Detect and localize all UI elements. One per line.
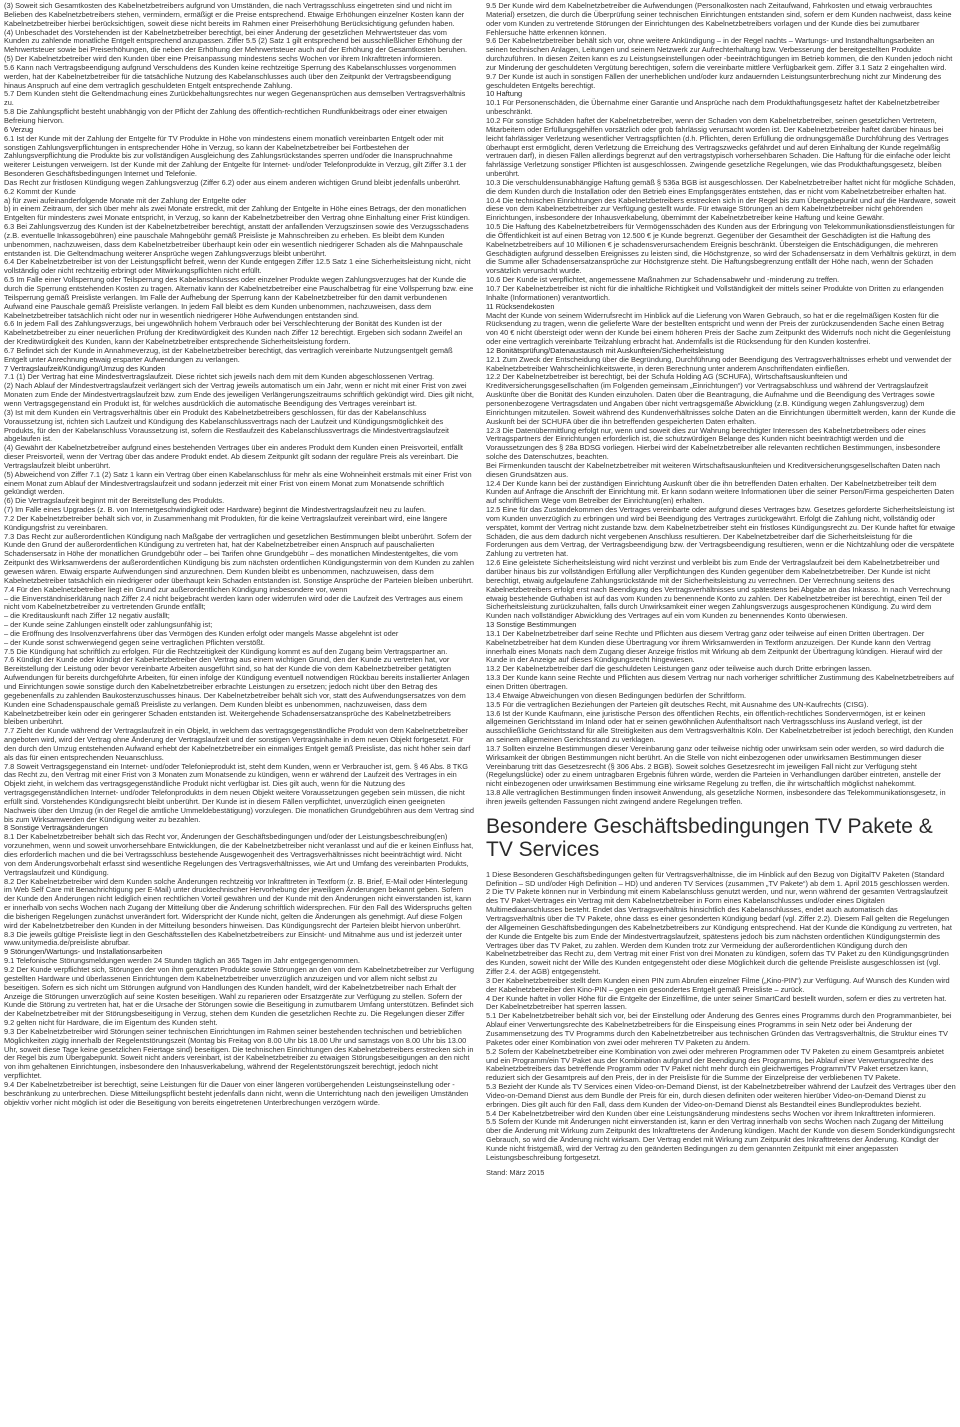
paragraph: 12.2 Der Kabelnetzbetreiber ist berechtigt, bei der Schufa Holding AG (SCHUFA), Wirtschaftsauskunfteien und Kreditversicherungsgesellschaften (im Folgenden gemeinsam „Einrichtungen“) vor Vertragsabschluss und während der Vertragslaufzeit Auskünfte über die Bonität des Kunden einzuholen. Daten über die Beantragung, die Aufnahme und die Beendigung des Vertrages sowie personenbezogene Vertragsdaten und Angaben über nicht vertragsgemäße Abwicklung (z.B. Kündigung wegen Zahlungsverzug) dem Einrichtungen mitzuteilen. Soweit während des Kundenverhältnisses solche Daten an die Einrichtungen übermittelt werden, kann der Kunde die Auskunft bei der SCHUFA über die ihn betreffenden gespeicherten Daten erhalten.: [486, 372, 956, 426]
paragraph: – der Kunde sonst schwerwiegend gegen seine vertraglichen Pflichten verstößt.: [4, 637, 265, 647]
paragraph: 5.4 Der Kabelnetzbetreiber wird den Kunden über eine Leistungsänderung mindestens sechs Wochen vor ihrem Inkrafttreten informieren.: [486, 1108, 936, 1118]
right-column-tv-terms: [486, 871, 956, 1163]
paragraph: 13.5 Für die vertraglichen Beziehungen der Parteien gilt deutsches Recht, mit Ausnahme des UN-Kaufrechts (CISG).: [486, 699, 869, 709]
section-heading: 9 Störungen/Wartungs- und Installationsarbeiten: [4, 947, 163, 957]
paragraph: 6.4 Der Kabelnetzbetreiber ist von der Leistungspflicht befreit, wenn der Kunde entgegen Ziffer 12.5 Satz 1 eine Sicherheitsleistung nicht, nicht vollständig oder nicht rechtzeitig erbringt oder Mitwirkungspflichten nicht erfüllt.: [4, 257, 471, 276]
paragraph: 6.7 Befindet sich der Kunde in Annahmeverzug, ist der Kabelnetzbetreiber berechtigt, das vertraglich vereinbarte Nutzungsentgelt gemäß Entgelt unter Anrechnung etwaig ersparter Aufwendungen zu verlangen.: [4, 345, 453, 364]
paragraph: 8.3 Die jeweils gültige Preisliste liegt in den Geschäftsstellen des Kabelnetzbetreibers zur Einsicht- und Mitnahme aus und ist jederzeit unter www.unitymedia.de/preisliste abrufbar.: [4, 929, 463, 948]
section-heading: 6 Verzug: [4, 124, 34, 134]
paragraph: 10.7 Der Kabelnetzbetreiber ist nicht für die inhaltliche Richtigkeit und Vollständigkeit der mittels seiner Produkte von Dritten zu erlangenden Inhalte (Informationen) verantwortlich.: [486, 284, 944, 302]
paragraph: 6.5 Im Falle einer Vollsperrung oder Teilsperrung des Kabelanschlusses oder einzelner Produkte wegen Zahlungsverzuges hat der Kunde die durch die Sperrung entstehenden Kosten zu tragen. Alternativ kann der Kabelnetzbetreiber eine Pauschalbetrag für eine Vollsperrung bzw. eine Teilsperrung gemäß Preisliste verlangen. Im Falle der Aufhebung der Sperrung kann der Kabelnetzbetreiber für den damit verbundenen Aufwand eine Pauschale gemäß Preisliste verlangen. In jedem Fall bleibt es dem Kunden unbenommen, nachzuweisen, dass dem Kabelnetzbetreiber tatsächlich nicht oder nur in wesentlich niedrigerer Höhe Aufwendungen entstanden sind.: [4, 275, 474, 320]
paragraph: 7.2 Der Kabelnetzbetreiber behält sich vor, in Zusammenhang mit Produkten, für die keine Vertragslaufzeit vereinbart wird, eine längere Kündigungsfrist zu vereinbaren.: [4, 513, 448, 532]
paragraph: 10.6 Der Kunde ist verpflichtet, angemessene Maßnahmen zur Schadensabwehr und -minderung zu treffen.: [486, 275, 840, 285]
paragraph: 5.5 Sofern der Kunde mit Änderungen nicht einverstanden ist, kann er den Vertrag innerhalb von sechs Wochen nach Zugang der Mitteilung über die Änderung mit Wirkung zum Zeitpunkt des Inkrafttretens der Änderung kündigen. Macht der Kunde von diesem Sonderkündigungsrecht Gebrauch, so wird die Änderung nicht wirksam. Der Vertrag endet mit Wirkung zum Zeitpunkt des Inkrafttretens der Änderung. Kündigt der Kunde nicht fristgemäß, wird der Vertrag zu den geänderten Bedingungen zu dem genannten Zeitpunkt mit einer angepassten Leistungsbeschreibung fortgesetzt.: [486, 1117, 955, 1162]
right-column: [486, 2, 956, 1423]
paragraph: 9.6 Der Kabelnetzbetreiber behält sich vor, ohne weitere Ankündigung – in der Regel nachts – Wartungs- und Instandhaltungsarbeiten an seinen technischen Anlagen, Leitungen und seinem Netzwerk zur Aufrechterhaltung bzw. Verbesserung der bereitgestellten Produkte durchzuführen. In diesen Zeiten kann es zu Leistungseinstellungen oder -beeinträchtigungen im Betrieb kommen, die den Kunden jedoch nicht zur Minderung der geschuldeten Vergütung berechtigen, sofern die vereinbarte mittlere Verfügbarkeit gem. Ziffer 3.1 Satz 2 eingehalten wird.: [486, 36, 953, 72]
section-heading: 11 Rücksendekosten: [486, 301, 555, 311]
paragraph: 10.1 Für Personenschäden, die Übernahme einer Garantie und Ansprüche nach dem Produkthaftungsgesetz haftet der Kabelnetzbetreiber unbeschränkt.: [486, 98, 940, 117]
section-heading: 12 Bonitätsprüfung/Datenaustausch mit Auskunfteien/Sicherheitsleistung: [486, 345, 724, 355]
paragraph: 7.3 Das Recht zur außerordentlichen Kündigung nach Maßgabe der vertraglichen und gesetzlichen Bestimmungen bleibt unberührt. Sofern der Kunde den Grund der außerordentlichen Kündigung zu vertreten hat, hat der Kabelnetzbetreiber einen Anspruch auf pauschalierten Schadensersatz in Höhe der monatlichen Grundgebühr oder – bei Tarifen ohne Grundgebühr – des monatlichen Mindestentgeltes, die vom Zeitpunkt des Wirksamwerdens der außerordentlichen Kündigung bis zum nächsten ordentlichen Kündigungstermin von dem Kunden zu zahlen gewesen wären. Etwaig ersparte Aufwendungen sind anzurechnen. Dem Kunden bleibt es unbenommen, nachzuweisen, dass dem Kabelnetzbetreiber tatsächlich ein niedrigerer oder überhaupt kein Schaden entstanden ist. Sonstige Ansprüche der Parteien bleiben unberührt.: [4, 531, 474, 585]
paragraph: – die Eröffnung des Insolvenzverfahrens über das Vermögen des Kunden erfolgt oder mangels Masse abgelehnt ist oder: [4, 628, 399, 638]
section-heading: 8 Sonstige Vertragsänderungen: [4, 823, 108, 833]
paragraph: (3) Soweit sich Gesamtkosten des Kabelnetzbetreibers aufgrund von Umständen, die nach Vertragsschluss eingetreten sind und nicht im Belieben des Kabelnetzbetreibers stehen, vermindern, ermäßigt er die Preise entsprechend. Etwaige Erhöhungen einzelner Kosten kann der Kabelnetzbetreiber hierbei berücksichtigen, soweit diese nicht bereits im Rahmen einer Preiserhöhung Berücksichtigung gefunden haben.: [4, 2, 465, 28]
paragraph: 5.1 Der Kabelnetzbetreiber behält sich vor, bei der Einstellung oder Änderung des Genres eines Programms durch den Programmanbieter, bei Ablauf einer Verwertungsrechte des Kabelnetzbetreibers für die Einspeisung eines Programms in sein Netz oder bei Änderung der Zusammensetzung des TV Programms durch den Kabelnetzbetreiber aus technischen Gründen das Vertragsverhältnis, die Struktur eines TV Paketes oder einer Kombination von zwei oder mehreren TV Paketen zu ändern.: [486, 1011, 952, 1047]
paragraph: 13.2 Der Kabelnetzbetreiber darf die geschuldeten Leistungen ganz oder teilweise auch durch Dritte erbringen lassen.: [486, 664, 872, 674]
paragraph: 4 Der Kunde haftet in voller Höhe für die Entgelte der Einzelfilme, die unter seiner SmartCard bestellt wurden, sofern er dies zu vertreten hat. Der Kabelnetzbetreiber hat sperren lassen.: [486, 993, 947, 1012]
right-column-terms: [486, 2, 956, 807]
paragraph: 7.4 Für den Kabelnetzbetreiber liegt ein Grund zur außerordentlichen Kündigung insbesondere vor, wenn: [4, 584, 348, 594]
section-heading: 13 Sonstige Bestimmungen: [486, 620, 577, 630]
paragraph: (4) Unbeschadet des Vorstehenden ist der Kabelnetzbetreiber berechtigt, bei einer Änderung der gesetzlichen Mehrwertsteuer das vom Kunden zu zahlende monatliche Entgelt entsprechend anzupassen. Ziffer 5.5 (2) Satz 1 gilt entsprechend bei ausschließlicher Erhöhung der Mehrwertsteuer sowie bei Preiserhöhungen, die neben der Erhöhung der Mehrwertsteuer auch auf der Erhöhung der Gesamtkosten beruhen.: [4, 27, 468, 55]
paragraph: 13.4 Etwaige Abweichungen von diesen Bedingungen bedürfen der Schriftform.: [486, 690, 747, 700]
paragraph: 5.3 Bezieht der Kunde als TV Services einen Video-on-Demand Dienst, ist der Kabelnetzbetreiber während der Laufzeit des Vertrages über den Video-on-Demand Dienst aus dem Bundle der Preis für ein, durch diesen definiten oder weiteren hierüber Video-on-Demand Dienst zu erbringen. Dies gilt auch für den Fall, dass dem Kunden der Video-on-Demand Dienst als Bestandteil eines Bundleproduktes bezieht.: [486, 1082, 956, 1109]
paragraph: – die Kreditauskunft nach Ziffer 12 negativ ausfällt;: [4, 611, 170, 621]
paragraph: 1 Diese Besonderen Geschäftsbedingungen gelten für Vertragsverhältnisse, die im Hinblick auf den Bezug von DigitalTV Paketen (Standard Definition – SD und/oder High Definition – HD) und anderen TV Services (zusammen „TV Pakete“) ab dem 1. April 2015 geschlossen werden.: [486, 869, 950, 888]
paragraph: 9.1 Telefonische Störungsmeldungen werden 24 Stunden täglich an 365 Tagen im Jahr entgegengenommen.: [4, 956, 360, 966]
paragraph: (6) Die Vertragslaufzeit beginnt mit der Bereitstellung des Produkts.: [4, 496, 225, 506]
paragraph: 9.2 Der Kunde verpflichtet sich, Störungen der von ihm genutzten Produkte sowie Störungen an den von dem Kabelnetzbetreiber zur Verfügung gestellten Hardware und überlassenen Einrichtungen dem Kabelnetzbetreiber unverzüglich anzuzeigen und vor allem nicht selbst zu beseitigen. Sofern es sich nicht um Störungen aufgrund von Handlungen des Kunden handelt, wird der Kabelnetzbetreiber nach Erhalt der Anzeige die Störungen unverzüglich auf seine Kosten beseitigen. Wahl zu reparieren oder Ersatzgeräte zur Verfügung zu stellen. Sofern der Kunde die Störung zu vertreten hat, hat er die Ursache der Störungen sowie die Beseitigung in zumutbarem Umfang unterstützen. Befindet sich der Kabelnetzbetreiber mit der Störungsbeseitigung in Verzug, stehen dem Kunden die gesetzlichen Rechte zu. Die Regelungen dieser Ziffer 9.2 gelten nicht für Hardware, die im Eigentum des Kunden steht.: [4, 964, 474, 1028]
paragraph: 2 Die TV Pakete können nur in Verbindung mit einem Kabelanschluss genutzt werden, und nur, wenn während der gesamten Vertragslaufzeit des TV Paket-Vertrages ein Vertrag mit dem Kabelnetzbetreiber in Form eines Kabelanschlusses und/oder eines Digitalen Multimediaanschlusses besteht. Endet das Vertragsverhältnis hinsichtlich des Kabelanschlusses, endet auch automatisch das Vertragsverhältnis über die TV Pakete, ohne dass es einer gesonderten Kündigung bedarf (vgl. Ziffer 2.2). Diesem Fall gelten die Regelungen der Allgemeinen Geschäftsbedingungen des Kabelnetzbetreibers zur Kündigung entsprechend. Hat der Kunde die Kündigung zu vertreten, hat der Kunde die Entgelte bis zum Ende der Mindestvertragslaufzeit, spätestens jedoch bis zum nächsten ordentlichen Kündigungstermin des Vertrages über das TV Paket, zu zahlen. Werden dem Kunden trotz zur Vermeidung der außerordentlichen Kündigung durch den Kabelnetzbetreiber das Recht zu, dem Vertrag mit einer Frist von drei Monaten zu kündigen, sofern das TV Paket zu den Kündigungsgründen des Kunden, soweit nicht der Wille des Kunden entgegensteht oder diese Möglichkeit durch die geltende Preisliste ausgeschlossen ist (vgl. Ziffer 2.4. der AGB) entgegensteht.: [486, 887, 952, 977]
paragraph: 9.5 Der Kunde wird dem Kabelnetzbetreiber die Aufwendungen (Personalkosten nach Zeitaufwand, Fahrkosten und etwaig verbrauchtes Material) ersetzen, die durch die Überprüfung seiner technischen Einrichtungen entstanden sind, sofern er dem Kunden nachweist, dass keine oder vom Kunden zu vertretende Störungen der Einrichtungen des Kabelnetzbetreibers vorlagen und der Kunde dies bei zumutbarer Fehlersuche hätte erkennen können.: [486, 2, 952, 37]
section-heading: 10 Haftung: [486, 89, 523, 99]
paragraph: 10.4 Die technischen Einrichtungen des Kabelnetzbetreibers erstrecken sich in der Regel bis zum Übergabepunkt und auf die Hardware, soweit diese von dem Kabelnetzbetreiber zur Verfügung gestellt wurde. Für etwaige Störungen an dem Kabelnetzbetreiber nicht gehörenden Einrichtungen, insbesondere der Inhausverkabelung, übernimmt der Kabelnetzbetreiber keine Haftung und keine Gewähr.: [486, 195, 956, 223]
paragraph: 10.3 Die verschuldensunabhängige Haftung gemäß § 536a BGB ist ausgeschlossen. Der Kabelnetzbetreiber haftet nicht für mögliche Schäden, die dem Kunden durch die Installation oder den Betrieb eines Empfangsgerätes entstehen, das er nicht vom Kabelnetzbetreiber erhalten hat.: [486, 177, 956, 196]
paragraph: 8.2 Der Kabelnetzbetreiber wird dem Kunden solche Änderungen rechtzeitig vor Inkrafttreten in Textform (z. B. Brief, E-Mail oder Hinterlegung im Web Self Care mit Benachrichtigung per E-Mail) unter drucktechnischer Hervorhebung der jeweiligen Änderungen bekannt geben. Sofern der Kunde den Änderungen nicht lediglich einen rechtlichen Vorteil gewähren und der Kunde mit den Änderungen nicht einverstanden ist, kann er innerhalb von sechs Wochen nach Zugang der Mitteilung über die Änderung schriftlich widersprechen. Für den Fall des Widerspruchs gelten die bisherigen Regelungen zunächst unverändert fort. Widerspricht der Kunde nicht, gelten die Änderungen als genehmigt. Auf diese Folgen wird der Kabelnetzbetreiber den Kunden in der Mitteilung besonders hinweisen. Das Kündigungsrecht der Parteien bleibt hiervon unberührt.: [4, 876, 472, 930]
document-date: Stand: März 2015: [486, 1167, 545, 1177]
paragraph: 9.7 Der Kunde ist auch in sonstigen Fällen der unerheblichen und/oder kurz andauernden Leistungsunterbrechung nicht zur Minderung des geschuldeten Entgelts berechtigt.: [486, 71, 942, 90]
left-column: [4, 2, 474, 1423]
paragraph: 6.2 Kommt der Kunde: [4, 186, 76, 196]
paragraph: 13.1 Der Kabelnetzbetreiber darf seine Rechte und Pflichten aus diesem Vertrag ganz oder teilweise auf einen Dritten übertragen. Der Kabelnetzbetreiber hat dem Kunden diese Übertragung vor ihrem Wirksamwerden in Textform anzuzeigen. Der Kunde kann den Vertrag innerhalb eines Monats nach dem Zugang dieser Anzeige fristlos mit Wirkung ab dem Zeitpunkt der Übertragung kündigen. Hierauf wird der Kunde in der Anzeige auf dieses Kündigungsrecht hingewiesen.: [486, 628, 943, 665]
paragraph: 10.2 Für sonstige Schäden haftet der Kabelnetzbetreiber, wenn der Schaden von dem Kabelnetzbetreiber, seinen gesetzlichen Vertretern, Mitarbeitern oder Erfüllungsgehilfen vorsätzlich oder grob fahrlässig verursacht worden ist. Der Kabelnetzbetreiber haftet darüber hinaus bei leicht fahrlässiger Verletzung wesentlicher Vertragspflichten (d.h. Pflichten, deren Erfüllung die ordnungsgemäße Durchführung des Vertrages überhaupt erst ermöglicht, deren Verletzung die Erreichung des Vertragszwecks gefährdet und auf deren Einhaltung der Kunde regelmäßig vertrauen darf), in diesen Fällen allerdings begrenzt auf den vertragstypisch vorhersehbaren Schaden. Die Haftung für die einfache oder leicht fahrlässige Verletzung sonstiger Pflichten ist ausgeschlossen. Zwingende gesetzliche Regelungen, wie das Produkthaftungsgesetz, bleiben unberührt.: [486, 115, 951, 179]
paragraph: 13.8 Alle vertraglichen Bestimmungen finden insoweit Anwendung, als gesetzliche Normen, insbesondere das Telekommunikationsgesetz, in ihren jeweils geltenden Fassungen nicht zwingend andere Regelungen treffen.: [486, 788, 946, 806]
paragraph: 12.3 Die Datenübermittlung erfolgt nur, wenn und soweit dies zur Wahrung berechtigter Interessen des Kabelnetzbetreibers oder eines Vertragspartners der Einrichtungen erforderlich ist, die schutzwürdigen Belange des Kunden nicht beeinträchtigt werden und die Voraussetzungen des § 28a BDSG vorliegen. Hierbei wird der Kabelnetzbetreiber alle relevanten rechtlichen Bestimmungen, insbesondere solche des Datenschutzes, beachten.: [486, 425, 941, 462]
section-heading: 7 Vertragslaufzeit/Kündigung/Umzug des Kunden: [4, 363, 166, 373]
paragraph: 7.8 Soweit Vertragsgegenstand ein Internet- und/oder Telefonieprodukt ist, steht dem Kunden, wenn er Verbraucher ist, gem. § 46 Abs. 8 TKG das Recht zu, den Vertrag mit einer Frist von 3 Monaten zum Monatsende zu kündigen, wenn er während der Laufzeit des Vertrages in ein Objekt zieht, in welchem das vertragsgegenständliche Produkt nicht verfügbar ist. Dies gilt auch, wenn für die Nutzung des vertragsgegenständlichen Internet- und/oder Telefonprodukts in dem neuen Objekt weitere Voraussetzungen gegeben sein müssen, die nicht erfüllt sind. Vorstehendes Kündigungsrecht bleibt unberührt. Der Kunde ist in diesem Fällen verpflichtet, unverzüglich einen geeigneten Nachweis über den Umzug (in der Regel die amtliche Ummeldebestätigung) vorzulegen. Die monatlichen Grundgebühren aus dem Vertrag sind bis zum Wirksamwerden der Kündigung weiter zu bezahlen.: [4, 761, 474, 824]
paragraph: 13.3 Der Kunde kann seine Rechte und Pflichten aus diesem Vertrag nur nach vorheriger schriftlicher Zustimmung des Kabelnetzbetreibers auf einen Dritten übertragen.: [486, 673, 954, 691]
paragraph: a) für zwei aufeinanderfolgende Monate mit der Zahlung der Entgelte oder: [4, 195, 247, 205]
paragraph: 6.6 In jedem Fall des Zahlungsverzugs, bei ungewöhnlich hohem Verbrauch oder bei Verschlechterung der Bonität des Kunden ist der Kabelnetzbetreiber zu einer neuerlichen Prüfung der Kreditwürdigkeit des Kunden nach Ziffer 12 berechtigt. Ergeben sich sodann Zweifel an der Kreditwürdigkeit des Kunden, kann der Kabelnetzbetreiber entsprechende Sicherheitsleistung fordern.: [4, 319, 463, 347]
paragraph: 6.1 Ist der Kunde mit der Zahlung der Entgelte für TV Produkte in Höhe von mindestens einem monatlich vereinbarten Entgelt oder mit sonstigen Zahlungsverpflichtungen in entsprechender Höhe in Verzug, so kann der Kabelnetzbetreiber bei Fortbestehen der Zahlungsverpflichtung die Produkte bis zur vollständigen Ausgleichung des Zahlungsrückstandes sperren und/oder die Inanspruchnahme weiterer Leistungen verweigern. Ist der Kunde mit der Zahlung der Entgelte für Internet- und/oder Telefonprodukte in Verzug, gilt Ziffer 3.1 der Besonderen Geschäftsbedingungen Internet und Telefonie.: [4, 133, 467, 179]
paragraph: – die Einverständniserklärung nach Ziffer 2.4 nicht beigebracht werden kann oder widerrufen wird oder die Laufzeit des Vertrages aus einem nicht vom Kabelnetzbetreiber zu vertretenden Grunde entfällt;: [4, 593, 463, 612]
paragraph: 12.5 Eine für das Zustandekommen des Vertrages vereinbarte oder aufgrund dieses Vertrages bzw. Gesetzes geforderte Sicherheitsleistung ist vom Kunden unverzüglich zu erbringen und wird bei Beendigung des Vertrages zurückgewährt. Erfolgt die Zahlung nicht, vollständig oder verspätet, kommt der Vertrag nicht zustande bzw. dem Kabelnetzbetreiber steht ein fristloses Kündigungsrecht zu. Der Kunde haftet für etwaige Schäden, die aus dem dadurch nicht vergebenen Anschluss resultieren. Der Kabelnetzbetreiber darf die Sicherheitsleistung für die Forderungen aus dem Vertrag, der Vertragsbeendigung bzw. der Vertragsbeendigung resultieren, wenn er die Nichtzahlung oder die verspätete Zahlung zu vertreten hat.: [486, 505, 956, 559]
paragraph: 13.7 Sollten einzelne Bestimmungen dieser Vereinbarung ganz oder teilweise nichtig oder unwirksam sein oder werden, so wird dadurch die Wirksamkeit der übrigen Bestimmungen nicht berührt. An die Stelle von nicht einbezogenen oder unwirksamen Bestimmungen dieser Vereinbarung tritt das Gesetzesrecht (§ 306 Abs. 2 BGB). Soweit solches Gesetzesrecht im jeweiligen Fall nicht zur Verfügung steht (Regelungslücke) oder zu einem untragbaren Ergebnis führen würde, werden die Parteien in Verhandlungen darüber eintreten, anstelle der nicht einbezogenen oder unwirksamen Bestimmung eine wirksame Regelung zu treffen, die ihr wirtschaftlich möglichst nahekommt.: [486, 743, 945, 789]
paragraph: (5) Abweichend von Ziffer 7.1 (2) Satz 1 kann ein Vertrag über einen Kabelanschluss für mehr als eine Wohneinheit erstmals mit einer Frist von einem Monat zum Ablauf der Mindestvertragslaufzeit und sodann jederzeit mit einer Frist von einem Monat zum Monatsende schriftlich gekündigt werden.: [4, 469, 472, 497]
paragraph: Macht der Kunde von seinem Widerrufsrecht im Hinblick auf die Lieferung von Waren Gebrauch, so hat er die regelmäßigen Kosten für die Rücksendung zu tragen, wenn die gelieferte Ware der bestellten entspricht und wenn der Preis der zurückzusendenden Sache einen Betrag von 40 € nicht übersteigt oder wenn der Kunde bei einem höheren Preis der Sache zum Zeitpunkt des Widerrufs noch nicht die Gegenleistung oder eine vertraglich vereinbarte Teilzahlung erbracht hat. Andernfalls ist die Rücksendung für den Kunden kostenfrei.: [486, 310, 951, 347]
paragraph: 7.1 (1) Der Vertrag hat eine Mindestvertragslaufzeit. Diese richtet sich jeweils nach dem mit dem Kunden abgeschlossenen Vertrag.: [4, 372, 435, 382]
paragraph: 7.7 Zieht der Kunde während der Vertragslaufzeit in ein Objekt, in welchem das vertragsgegenständliche Produkt von dem Kabelnetzbetreiber angeboten wird, wird der Vertrag ohne Änderung der Vertragslaufzeit und der sonstigen Vertragsinhalte in dem neuen Objekt fortgesetzt. Für den durch den Umzug entstehenden Aufwand erhebt der Kabelnetzbetreiber ein einmaliges Entgelt gemäß Preisliste, das nicht höher sein darf als das für einen entsprechenden Neuanschluss.: [4, 726, 471, 762]
paragraph: b) in einem Zeitraum, der sich über mehr als zwei Monate erstreckt, mit der Zahlung der Entgelte in Höhe eines Betrags, der den monatlichen Entgelten für mindestens zwei Monate entspricht, in Verzug, so kann der Kabelnetzbetreiber den Vertrag ohne Einhaltung einer Frist kündigen.: [4, 204, 470, 223]
paragraph: 8.1 Der Kabelnetzbetreiber behält sich das Recht vor, Änderungen der Geschäftsbedingungen und/oder der Leistungsbeschreibung(en) vorzunehmen, wenn und soweit unvorhersehbare Entwicklungen, die der Kabelnetzbetreiber nicht veranlasst und auf die er keinen Einfluss hat, dies erforderlich machen und die bei Vertragsschluss bestehende Ausgewogenheit des Vertragsverhältnisses nicht beeinträchtigt wird. Nicht von dem Änderungsvorbehalt erfasst sind wesentliche Regelungen des Vertragsverhältnisses, wie Art und Umfang des vereinbarten Produkts, Vertragslaufzeit und Kündigung.: [4, 832, 474, 877]
paragraph: 7.6 Kündigt der Kunde oder kündigt der Kabelnetzbetreiber den Vertrag aus einem wichtigen Grund, den der Kunde zu vertreten hat, vor Bereitstellung der Leistung oder bevor vereinbarte Arbeiten ausgeführt sind, so hat der Kunde die von dem Kabelnetzbetreiber getätigten Aufwendungen für bereits durchgeführte Arbeiten, für einen infolge der Kündigung eventuell notwendigen Rückbau bereits installierter Anlagen und Einrichtungen sowie sonstige durch den Kabelnetzbetreiber erbrachte Leistungen zu ersetzen; jedoch nicht über den Betrag des gegebenenfalls zu zahlenden Baukostenzuschusses hinaus. Der Kabelnetzbetreiber behält sich vor, statt des Aufwendungsersatzes von dem Kunden eine Schadenspauschale gemäß Preisliste zu verlangen. Dem Kunden bleibt es unbenommen, nachzuweisen, dass dem Kabelnetzbetreiber kein oder ein geringerer Schaden entstanden ist. Weitergehende Schadensersatzansprüche des Kabelnetzbetreibers bleiben unberührt.: [4, 655, 470, 727]
paragraph: 6.3 Bei Zahlungsverzug des Kunden ist der Kabelnetzbetreiber berechtigt, anstatt der anfallenden Verzugszinsen sowie des Verzugsschadens (z.B. eventuelle Inkassogebühren) eine pauschale Mahngebühr gemäß Preisliste je Mahnschreiben zu erheben. Es bleibt dem Kunden unbenommen, nachzuweisen, dass dem Kabelnetzbetreiber überhaupt kein oder ein wesentlich niedrigerer Schaden als die Mahnpauschale entstanden ist. Die Geltendmachung weiterer Ansprüche wegen Zahlungsverzugs bleibt unberührt.: [4, 222, 469, 258]
paragraph: (5) Der Kabelnetzbetreiber wird den Kunden über eine Preisanpassung mindestens sechs Wochen vor ihrem Inkrafttreten informieren.: [4, 54, 443, 64]
paragraph: 12.6 Eine geleistete Sicherheitsleistung wird nicht verzinst und verbleibt bis zum Ende der Vertragslaufzeit bei dem Kabelnetzbetreiber und darüber hinaus bis zur vollständigen Erfüllung aller Verpflichtungen des Kunden gegenüber dem Kabelnetzbetreiber. Der Kunde ist nicht berechtigt, etwaig aufgelaufene Zahlungsrückstände mit der Sicherheitsleistung zu verrechnen. Der Verrechnung seitens des Kabelnetzbetreibers erfolgt erst nach Beendigung des Vertragsverhältnisses und spätestens bei Abgabe an das Inkasso. In nach Verrechnung etwaig bestehende Guthaben ist auf das vom Kunden zu benennende Konto zu zahlen. Der Kabelnetzbetreiber ist berechtigt, einen Teil der Sicherheitsleistung zurückzuhalten, falls durch Unwirksamkeit einer wegen Zahlungsverzugs ausgesprochenen Kündigung. Zu wird dem Kunden nach vollständiger Abwicklung des Vertrages auf ein vom Kunden zu benennendes Konto überwiesen.: [486, 558, 951, 621]
paragraph: 12.4 Der Kunde kann bei der zuständigen Einrichtung Auskunft über die ihn betreffenden Daten erhalten. Der Kabelnetzbetreiber teilt dem Kunden auf Anfrage die Anschrift der Einrichtung mit. Er kann sodann weitere Informationen über die seiner Person/Firma gespeicherten Daten auf schriftlichem Wege vom Betreiber der Einrichtung(en) erhalten.: [486, 478, 954, 506]
paragraph: Bei Firmenkunden tauscht der Kabelnetzbetreiber mit weiteren Wirtschaftsauskunfteien und Kreditversicherungsgesellschaften Daten nach diesen Grundsätzen aus.: [486, 460, 940, 479]
paragraph: 5.6 Kann nach Vertragsbeendigung aufgrund Verschuldens des Kunden keine rechtzeitige Sperrung des Kabelanschlusses vorgenommen werden, hat der Kabelnetzbetreiber für die tatsächliche Nutzung des Kabelanschlusses auch über den Zeitpunkt der Vertragsbeendigung hinaus Anspruch auf eine dem vertraglich geschuldeten Entgelt entsprechende Zahlung.: [4, 62, 456, 90]
paragraph: 13.6 Ist der Kunde Kaufmann, eine juristische Person des öffentlichen Rechts, ein öffentlich-rechtliches Sondervermögen, ist er keinen allgemeinen Gerichtsstand im Inland oder hat er seinen gewöhnlichen Aufenthaltsort nach Vertragsschluss ins Ausland verlegt, ist der ausschließliche Gerichtsstand für alle Streitigkeiten aus dem Vertragsverhältnis Köln. Der Kabelnetzbetreiber ist jedoch berechtigt, den Kunden an seinem allgemeinen Gerichtsstand zu verklagen.: [486, 708, 954, 745]
paragraph: Das Recht zur fristlosen Kündigung wegen Zahlungsverzug (Ziffer 6.2) oder aus einem anderen wichtigen Grund bleibt jedenfalls unberührt.: [4, 177, 461, 187]
paragraph: – der Kunde seine Zahlungen einstellt oder zahlungsunfähig ist;: [4, 620, 213, 630]
paragraph: (2) Nach Ablauf der Mindestvertragslaufzeit verlängert sich der Vertrag jeweils automatisch um ein Jahr, wenn er nicht mit einer Frist von zwei Monaten zum Ende der Mindestvertragslaufzeit bzw. zum Ende des jeweiligen Verlängerungszeitraums schriftlich gekündigt wird. Dies gilt nicht, wenn Vertragsgegenstand ein Produkt ist, für welches ausdrücklich die automatische Beendigung des Vertrages vereinbart ist.: [4, 381, 474, 408]
paragraph: 12.1 Zum Zweck der Entscheidung über die Begründung, Durchführung oder Beendigung des Vertragsverhältnisses erhebt und verwendet der Kabelnetzbetreiber Wahrscheinlichkeitswerte, in deren Berechnung unter anderem Anschriftendaten einfließen.: [486, 354, 952, 373]
paragraph: 5.2 Sofern der Kabelnetzbetreiber eine Kombination von zwei oder mehreren Programmen oder TV Paketen zu einem Gesamtpreis anbietet und ein Programm/ein TV Paket aus der Kombination aufgrund der Beendigung des Programms, bei Ablauf einer Verwertungsrechte des Kabelnetzbetreibers das betreffende Programm oder TV Paket nicht mehr durch ein gleichwertiges Programm/TV Paket ersetzen kann, reduziert sich der Gesamtpreis auf den Preis, der in der Preisliste für die Summe der Einzelpreise der verbliebenen TV Pakete.: [486, 1046, 944, 1083]
section-title: Besondere Geschäftsbedingungen TV Pakete & TV Services: [486, 814, 933, 861]
paragraph: 7.5 Die Kündigung hat schriftlich zu erfolgen. Für die Rechtzeitigkeit der Kündigung kommt es auf den Zugang beim Vertragspartner an.: [4, 646, 448, 656]
paragraph: 3 Der Kabelnetzbetreiber stellt dem Kunden einen PIN zum Abrufen einzelner Filme („Kino-PIN“) zur Verfügung. Auf Wunsch des Kunden wird der Kabelnetzbetreiber den Kino-PIN – gegen ein gesondertes Entgelt gemäß Preisliste – zurück.: [486, 975, 950, 994]
paragraph: (7) Im Falle eines Upgrades (z. B. von Internetgeschwindigkeit oder Hardware) beginnt die Mindestvertragslaufzeit neu zu laufen.: [4, 505, 426, 515]
paragraph: (4) Gewährt der Kabelnetzbetreiber aufgrund eines bestehenden Vertrages über ein anderes Produkt dem Kunden einen Preisvorteil, entfällt dieser Preisvorteil, wenn der Vertrag über das andere Produkt endet. Ab diesem Zeitpunkt gilt sodann der reguläre Preis als vereinbart. Die Vertragslaufzeit bleibt unberührt.: [4, 443, 463, 470]
paragraph: 9.3 Der Kabelnetzbetreiber wird Störungen seiner technischen Einrichtungen im Rahmen seiner bestehenden technischen und betrieblichen Möglichkeiten zügig innerhalb der Regelentstörungszeit (Montag bis Freitag von 8.00 Uhr bis 18.00 Uhr und samstags von 8.00 Uhr bis 13.00 Uhr, soweit diese Tage keine gesetzlichen Feiertage sind) beseitigen. Die technischen Einrichtungen des Kabelnetzbetreibers erstrecken sich in der Regel bis zum Übergabepunkt. Soweit nicht anders vereinbart, ist der Kabelnetzbetreiber zu etwaigen Störungsbeseitigungen an den nicht von ihm gehaltenen Einrichtungen, insbesondere den Inhausverkabelung, während der Regelentstörungszeit berechtigt, jedoch nicht verpflichtet.: [4, 1026, 474, 1081]
paragraph: 5.7 Dem Kunden steht die Geltendmachung eines Zurückbehaltungsrechtes nur wegen Gegenansprüchen aus demselben Vertragsverhältnis zu.: [4, 89, 466, 108]
paragraph: 10.5 Die Haftung des Kabelnetzbetreibers für Vermögensschäden des Kunden aus der Erbringung von Telekommunikationsdienstleistungen für die Öffentlichkeit ist auf einen Betrag von 12.500 € je Kunde begrenzt. Gegenüber der Gesamtheit der Geschädigten ist die Haftung des Kabelnetzbetreibers auf 10 Millionen € je schadensverursachendem Ereignis beschränkt. Übersteigen die Entschädigungen, die mehreren Geschädigten aufgrund desselben Ereignisses zu leisten sind, die Höchstgrenze, so wird der Schadensersatz in dem Verhältnis gekürzt, in dem die Summe aller Schadensersatzansprüche zur Höchstgrenze steht. Die Haftungsbegrenzung entfällt der Höhe nach, wenn der Schaden vorsätzlich verursacht wurde.: [486, 222, 956, 276]
paragraph: 9.4 Der Kabelnetzbetreiber ist berechtigt, seine Leistungen für die Dauer von einer längeren vorübergehenden Leistungseinstellung oder -beschränkung zu unterbrechen. Diese Mitteilungspflicht besteht jedenfalls dann nicht, wenn die Unterrichtung nach den jeweiligen Umständen objektiv vorher nicht möglich ist oder die Beseitigung von bereits eingetretenen Unterbrechungen verzögern würde.: [4, 1079, 469, 1107]
paragraph: (3) Ist mit dem Kunden ein Vertragsverhältnis über ein Produkt des Kabelnetzbetreibers geschlossen, für das der Kabelanschluss Voraussetzung ist, richten sich Laufzeit und Kündigung des Kabelanschlussvertrags nach der Laufzeit und Kündigungsmöglichkeit des Produkts, für den der Kabelanschluss Voraussetzung ist, sofern die Restlaufzeit des Kabelanschlussvertrags die Mindestvertragslaufzeit abgelaufen ist.: [4, 407, 449, 444]
paragraph: 5.8 Die Zahlungspflicht besteht unabhängig von der Pflicht der Zahlung des öffentlich-rechtlichen Rundfunkbeitrags oder einer etwaigen Befreiung hiervon.: [4, 107, 448, 125]
